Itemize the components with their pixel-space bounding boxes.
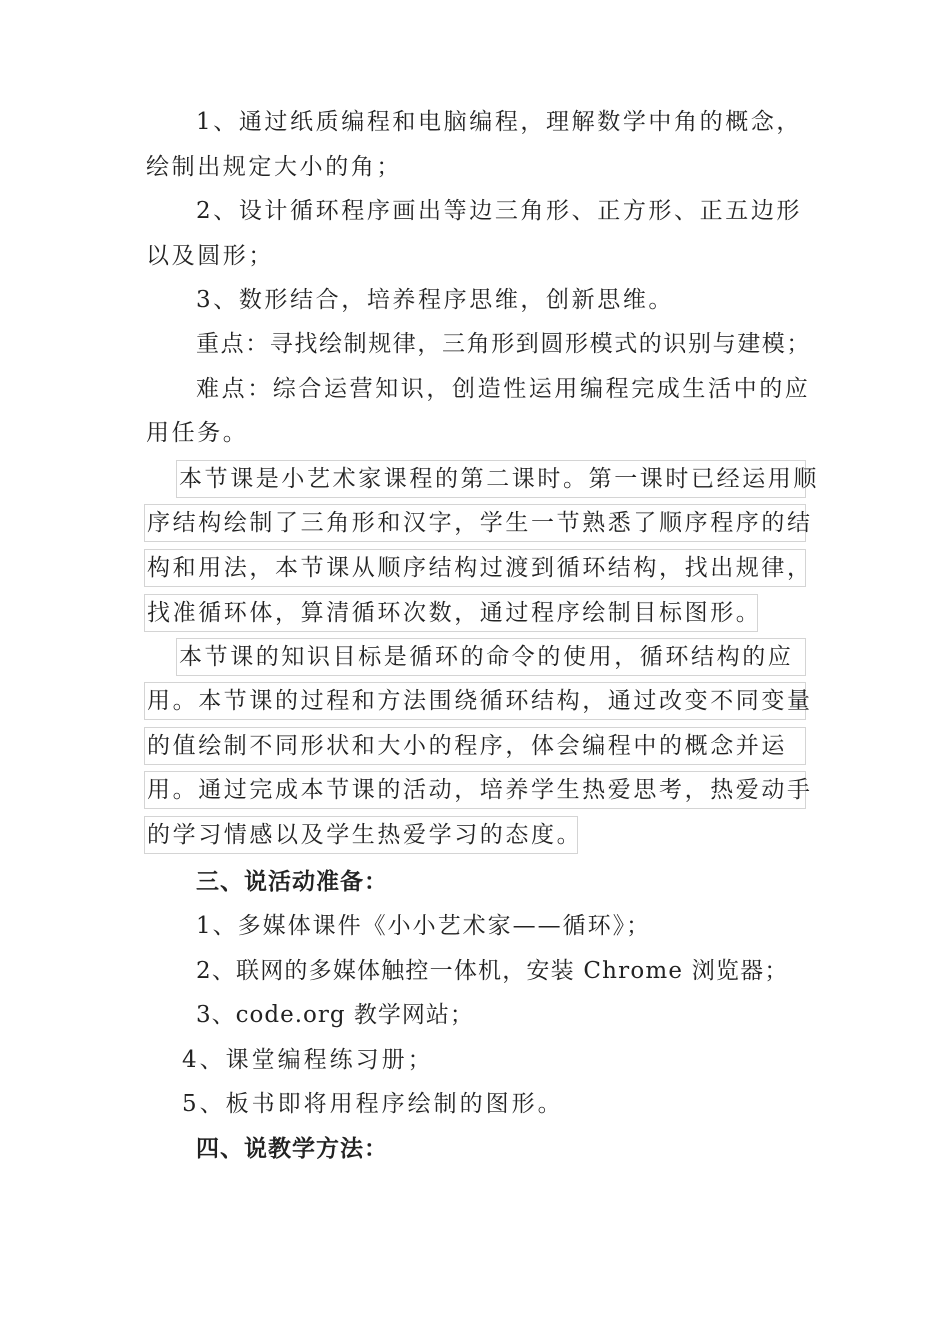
prep-item-3: 3、code.org 教学网站； — [196, 1002, 474, 1028]
prep-item-1: 1、多媒体课件《小小艺术家——循环》； — [196, 913, 652, 939]
para1-line-2: 序结构绘制了三角形和汉字，学生一节熟悉了顺序程序的结 — [144, 504, 806, 542]
key-point: 重点：寻找绘制规律，三角形到圆形模式的识别与建模； — [196, 331, 811, 357]
prep-item-4: 4、课堂编程练习册； — [182, 1047, 434, 1073]
difficulty-line-2: 用任务。 — [146, 420, 249, 446]
para2-line-3: 的值绘制不同形状和大小的程序，体会编程中的概念并运 — [144, 727, 806, 765]
para2-line-5: 的学习情感以及学生热爱学习的态度。 — [144, 816, 578, 854]
para2-line-4: 用。通过完成本节课的活动，培养学生热爱思考，热爱动手 — [144, 771, 806, 809]
difficulty-line-1: 难点：综合运营知识，创造性运用编程完成生活中的应 — [196, 376, 811, 402]
prep-item-5: 5、板书即将用程序绘制的图形。 — [182, 1091, 564, 1117]
objective-2-line-1: 2、设计循环程序画出等边三角形、正方形、正五边形 — [196, 198, 803, 224]
para1-line-1: 本节课是小艺术家课程的第二课时。第一课时已经运用顺 — [176, 460, 806, 498]
para2-line-1: 本节课的知识目标是循环的命令的使用，循环结构的应 — [176, 638, 806, 676]
objective-2-line-2: 以及圆形； — [146, 243, 274, 269]
section-4-heading: 四、说教学方法： — [196, 1136, 388, 1162]
para1-line-4: 找准循环体，算清循环次数，通过程序绘制目标图形。 — [144, 594, 758, 632]
objective-1-line-1: 1、通过纸质编程和电脑编程，理解数学中角的概念， — [196, 109, 803, 135]
para1-line-3: 构和用法，本节课从顺序结构过渡到循环结构，找出规律， — [144, 549, 806, 587]
section-3-heading: 三、说活动准备： — [196, 869, 388, 895]
para2-line-2: 用。本节课的过程和方法围绕循环结构，通过改变不同变量 — [144, 682, 806, 720]
objective-3: 3、数形结合，培养程序思维，创新思维。 — [196, 287, 675, 313]
prep-item-2: 2、联网的多媒体触控一体机，安装 Chrome 浏览器； — [196, 958, 789, 984]
objective-1-line-2: 绘制出规定大小的角； — [146, 154, 402, 180]
